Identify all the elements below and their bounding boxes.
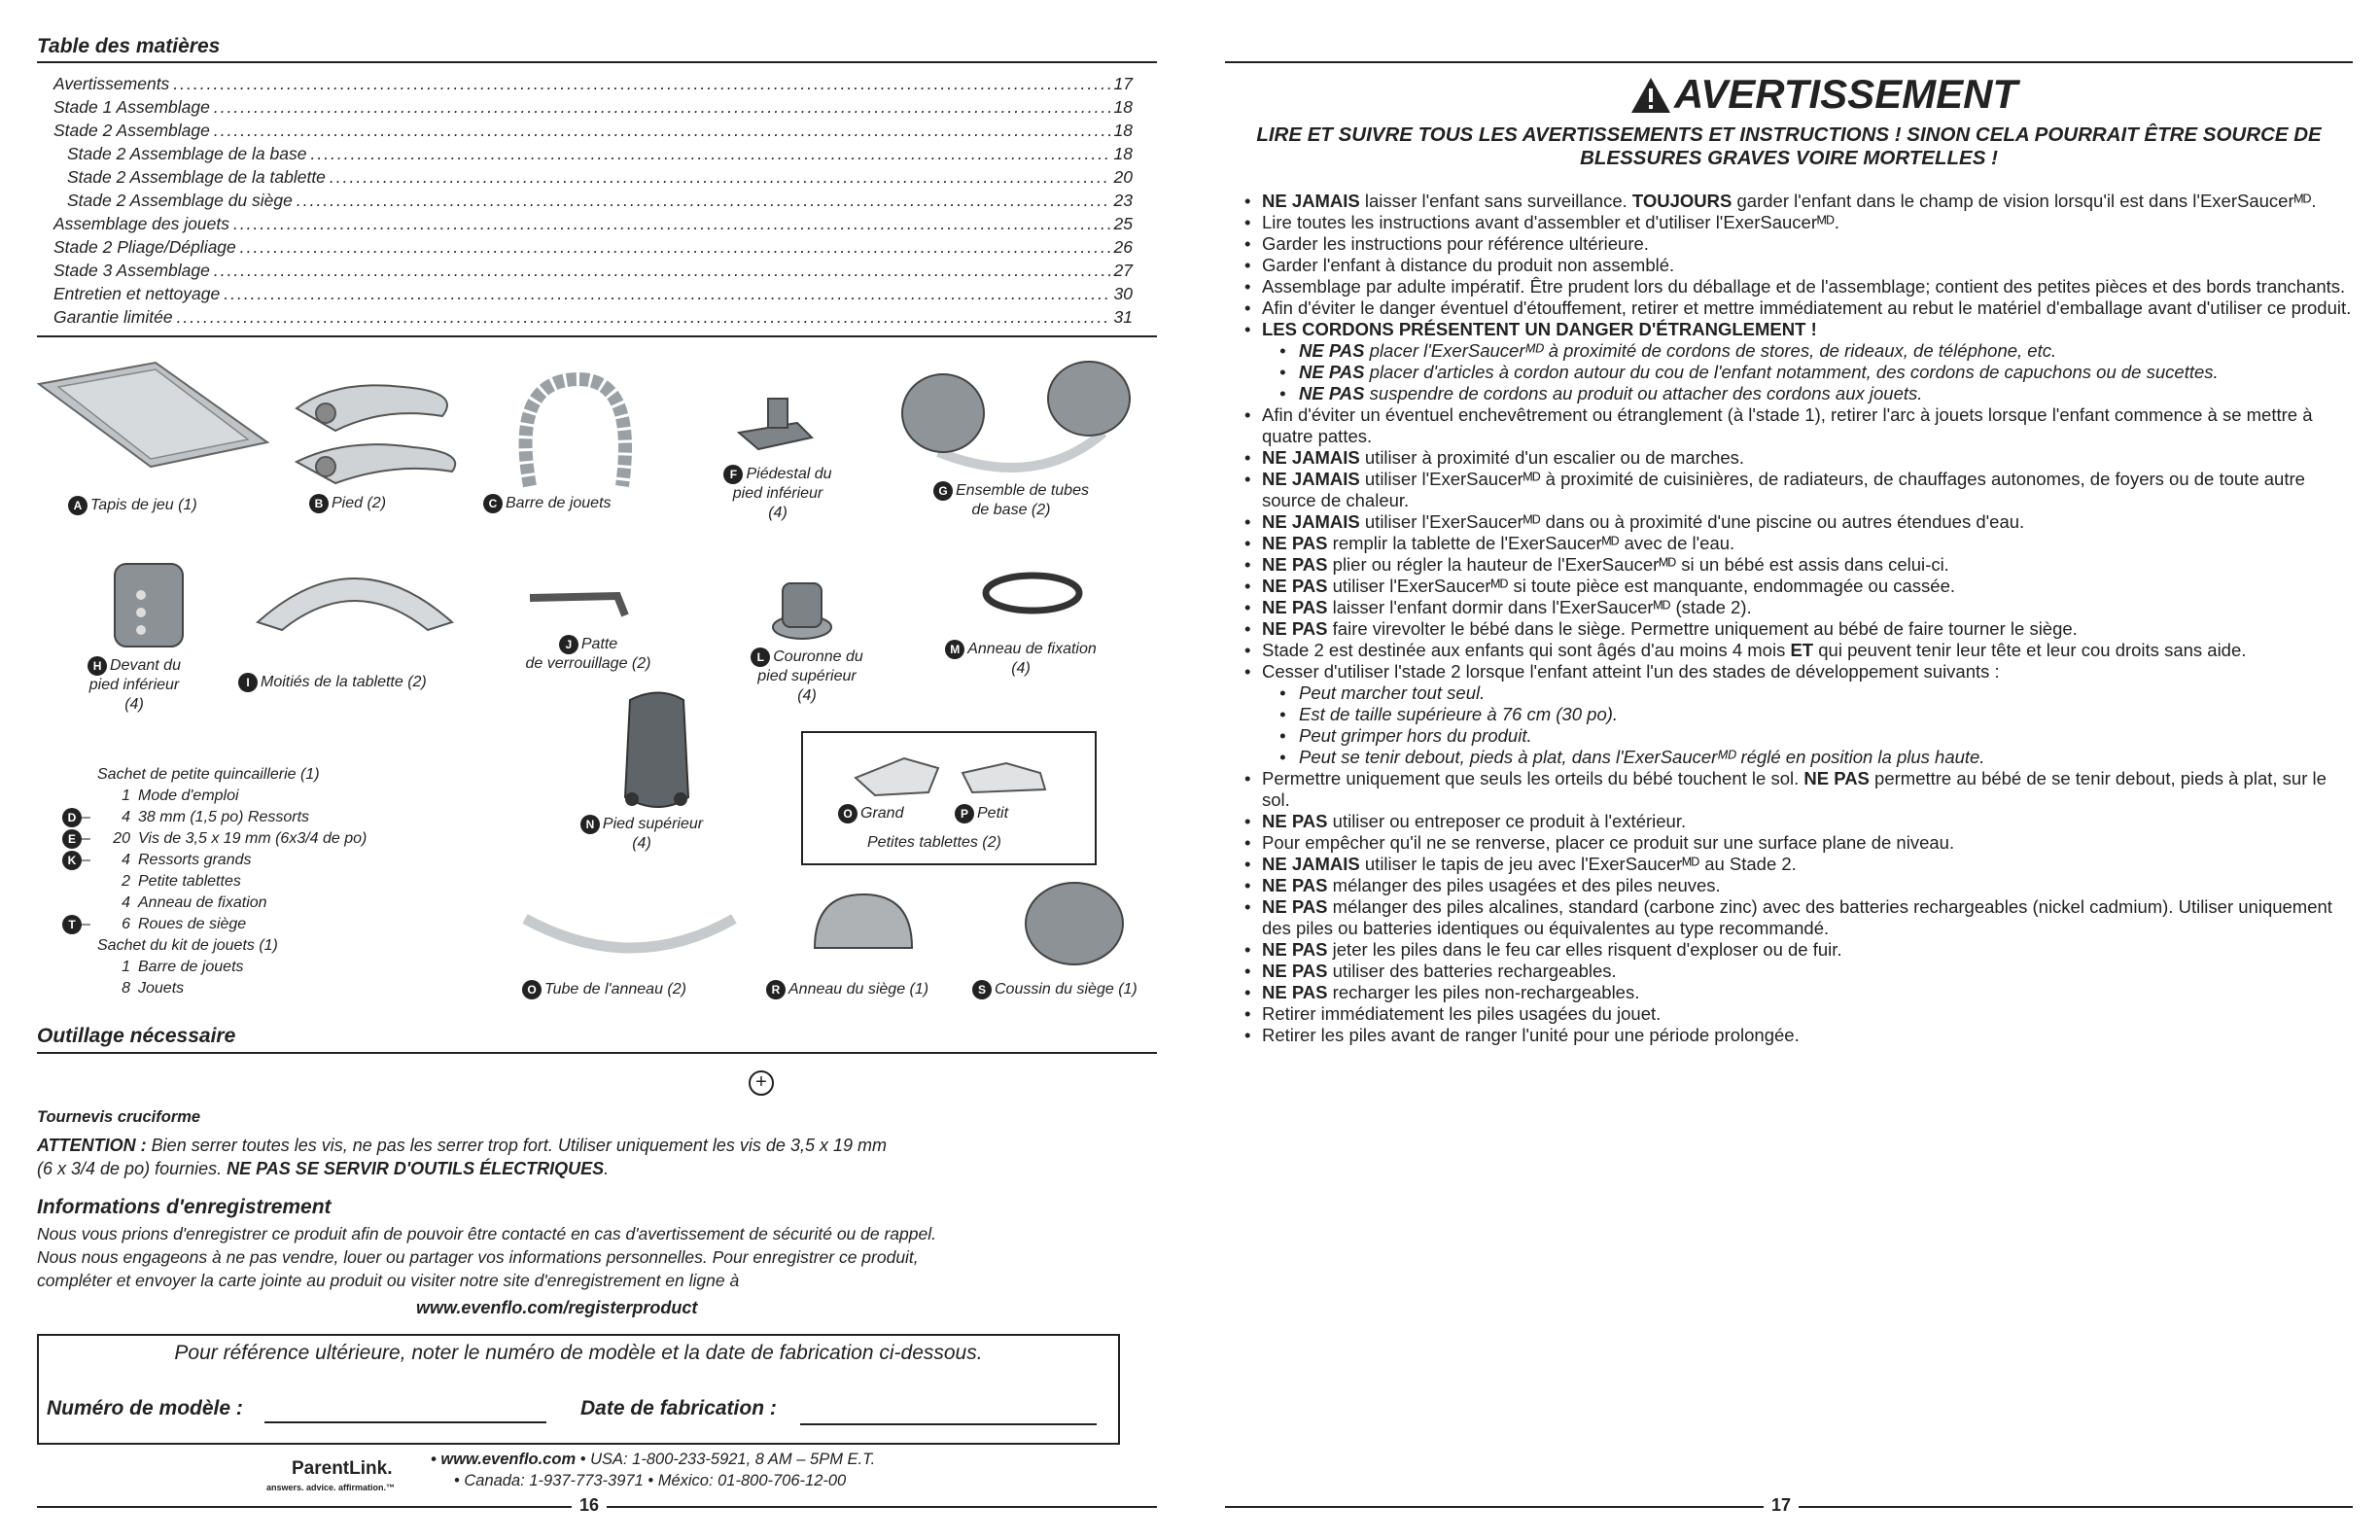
warning-item: • LES CORDONS PRÉSENTENT UN DANGER D'ÉTRANGLEMENT ! (1244, 319, 2353, 340)
reference-intro: Pour référence ultérieure, noter le numéro de modèle et la date de fabrication ci-dessous. (174, 1342, 983, 1364)
part-label-j: J Patte de verrouillage (2) (525, 636, 651, 673)
toc-entry-label: Entretien et nettoyage (53, 284, 221, 303)
upper-foot-crown-illustration (773, 583, 831, 639)
toc-leader (233, 212, 1110, 235)
lower-foot-front-illustration (115, 564, 183, 647)
warning-list (1244, 191, 2353, 1046)
toc-leader (297, 189, 1110, 212)
toc-entry-page: 30 (1113, 284, 1133, 303)
small-trays-label: Petites tablettes (2) (867, 834, 1001, 851)
hardware-item (97, 764, 367, 786)
warning-item: • Retirer immédiatement les piles usagées du jouet. (1244, 1003, 2353, 1025)
warning-item: • Retirer les piles avant de ranger l'unité pour une période prolongée. (1244, 1025, 2353, 1046)
footer-contact: • www.evenflo.com • USA: 1-800-233-5921, 8 AM – 5PM E.T. • Canada: 1-937-773-3971 • México: 01-800-706-12-00 (431, 1451, 876, 1489)
toc-leader (214, 259, 1110, 282)
toc-entry-label: Stade 2 Pliage/Dépliage (53, 237, 236, 257)
ring-tube-illustration (525, 919, 734, 948)
toc-entry-label: Avertissements (53, 74, 170, 93)
toc-entry-label: Stade 2 Assemblage de la base (67, 144, 307, 163)
toc-entry-page: 23 (1113, 191, 1133, 210)
hardware-qty: 6 (122, 916, 130, 932)
seat-ring-illustration (815, 894, 912, 948)
toc-entry-page: 26 (1113, 237, 1133, 257)
part-label-a: A Tapis de jeu (1) (68, 496, 197, 515)
part-label-b: B Pied (2) (309, 494, 386, 513)
plus-icon: + (749, 1070, 774, 1096)
table-of-contents (53, 72, 1133, 329)
attachment-ring-illustration (986, 576, 1079, 611)
warning-triangle-icon (1629, 76, 1672, 115)
model-number-label: Numéro de modèle : (47, 1397, 243, 1419)
toc-entry[interactable] (53, 165, 1133, 189)
toc-leader (214, 95, 1110, 119)
parentlink-tagline: answers. advice. affirmation.™ (266, 1483, 396, 1492)
part-label-o: O Grand (838, 804, 903, 823)
part-label-f: F Piédestal du pied inférieur (4) (700, 465, 856, 523)
part-label-n: N Pied supérieur (4) (564, 815, 719, 854)
warning-item: • NE JAMAIS laisser l'enfant sans surveillance. TOUJOURS garder l'enfant dans le champ de vision lorsqu'il est dans l'ExerSaucerᴹᴰ. (1244, 191, 2353, 212)
warning-item: • NE PAS plier ou régler la hauteur de l'ExerSaucerᴹᴰ si un bébé est assis dans celui-ci. (1244, 554, 2353, 576)
toc-entry[interactable] (53, 282, 1133, 305)
part-badge: T (62, 915, 82, 934)
warning-subtitle: LIRE ET SUIVRE TOUS LES AVERTISSEMENTS ET INSTRUCTIONS ! SINON CELA POURRAIT ÊTRE SOURCE DE BLESSURES GRAVES VOIRE MORTELLES ! (1256, 123, 2322, 169)
toc-entry-label: Stade 2 Assemblage de la tablette (67, 167, 326, 187)
warning-item: • NE JAMAIS utiliser l'ExerSaucerᴹᴰ à proximité de cuisinières, de radiateurs, de chauffages autonomes, de foyers ou de toute autre source de chaleur. (1244, 469, 2353, 511)
hardware-text: Barre de jouets (138, 959, 244, 975)
toc-leader (240, 235, 1110, 259)
page-number-left: 16 (572, 1495, 607, 1516)
toc-entry-page: 18 (1113, 97, 1133, 117)
toc-entry-label: Garantie limitée (53, 307, 173, 327)
hardware-item: K – 4 Ressorts grands (97, 850, 367, 871)
hardware-text: Vis de 3,5 x 19 mm (6x3/4 de po) (138, 830, 368, 847)
hardware-qty: 4 (122, 894, 130, 911)
tool-name: Tournevis cruciforme (37, 1108, 201, 1126)
warning-item: • Peut marcher tout seul. (1244, 682, 2353, 704)
part-label-p: P Petit (955, 804, 1008, 823)
toc-leader (224, 282, 1109, 305)
warning-item: • NE PAS mélanger des piles alcalines, standard (carbone zinc) avec des batteries rechargeables (nickel cadmium). Utiliser uniquement des piles ou batteries identiques ou équivalentes au type recommandé. (1244, 896, 2353, 939)
warning-item: • Est de taille supérieure à 76 cm (30 po). (1244, 704, 2353, 725)
model-number-field[interactable] (264, 1421, 546, 1423)
hardware-text: Anneau de fixation (138, 894, 267, 911)
warning-item: • Permettre uniquement que seuls les orteils du bébé touchent le sol. NE PAS permettre au bébé de se tenir debout, pieds à plat, sur le sol. (1244, 768, 2353, 811)
hardware-list (67, 764, 368, 999)
toc-entry[interactable] (53, 119, 1133, 142)
hardware-text: Petite tablettes (138, 873, 241, 890)
pedestal-illustration (739, 399, 812, 449)
toc-entry-page: 27 (1113, 261, 1133, 280)
divider (37, 335, 1157, 337)
parentlink-logo: ParentLink. (292, 1458, 393, 1479)
toc-entry-label: Stade 2 Assemblage (53, 121, 210, 140)
warning-item: • NE JAMAIS utiliser à proximité d'un escalier ou de marches. (1244, 447, 2353, 469)
toc-leader (214, 119, 1110, 142)
page-number-right: 17 (1764, 1495, 1799, 1516)
upper-foot-illustration (625, 693, 688, 808)
toy-bar-illustration (526, 379, 625, 486)
part-label-m: M Anneau de fixation (4) (933, 640, 1108, 679)
toc-entry-page: 31 (1113, 307, 1133, 327)
toc-entry[interactable] (53, 142, 1133, 165)
toc-entry[interactable] (53, 95, 1133, 119)
warning-item: • NE PAS remplir la tablette de l'ExerSaucerᴹᴰ avec de l'eau. (1244, 533, 2353, 554)
toc-leader (330, 165, 1110, 189)
toc-entry-label: Stade 3 Assemblage (53, 261, 210, 280)
toc-entry-page: 20 (1113, 167, 1133, 187)
hardware-qty: 8 (122, 980, 130, 997)
hardware-item: E – 20 Vis de 3,5 x 19 mm (6x3/4 de po) (97, 828, 367, 850)
divider (1225, 61, 2353, 63)
hardware-item (97, 935, 367, 957)
attention-text: ATTENTION : Bien serrer toutes les vis, ne pas les serrer trop fort. Utiliser uniquement les vis de 3,5 x 19 mm (6 x 3/4 de po) fournies. NE PAS SE SERVIR D'OUTILS ÉLECTRIQUES. (37, 1136, 887, 1178)
warning-item: • Lire toutes les instructions avant d'assembler et d'utiliser l'ExerSaucerᴹᴰ. (1244, 212, 2353, 233)
hardware-text: Jouets (138, 980, 185, 997)
part-badge: K (62, 851, 82, 870)
warning-item: • Garder l'enfant à distance du produit non assemblé. (1244, 255, 2353, 276)
hardware-item (97, 892, 367, 914)
part-label-l: L Couronne du pied supérieur (4) (724, 648, 890, 706)
warning-item: • Pour empêcher qu'il ne se renverse, placer ce produit sur une surface plane de niveau. (1244, 832, 2353, 854)
toc-entry[interactable] (53, 305, 1133, 329)
hardware-text: Mode d'emploi (138, 788, 239, 804)
warning-item: • NE PAS suspendre de cordons au produit ou attacher des cordons aux jouets. (1244, 383, 2353, 404)
tray-halves-illustration (258, 578, 452, 630)
part-label-s: S Coussin du siège (1) (972, 980, 1138, 999)
hardware-item: D – 4 38 mm (1,5 po) Ressorts (97, 807, 367, 828)
play-mat-illustration (39, 363, 267, 467)
warning-item: • NE PAS placer d'articles à cordon autour du cou de l'enfant notamment, des cordons de capuchons ou de sucettes. (1244, 362, 2353, 383)
hardware-item: T – 6 Roues de siège (97, 914, 367, 935)
toc-entry[interactable] (53, 259, 1133, 282)
feet-illustration (297, 385, 455, 483)
warning-item: • NE PAS utiliser l'ExerSaucerᴹᴰ si toute pièce est manquante, endommagée ou cassée. (1244, 576, 2353, 597)
hardware-heading: Sachet du kit de jouets (1) (97, 937, 278, 954)
registration-text: Nous vous prions d'enregistrer ce produit afin de pouvoir être contacté en cas d'avertissement de sécurité ou de rappel. Nous nous engageons à ne pas vendre, louer ou partager vos informations personnelles. Pour enregistrer ce produit, compléter et envoyer la carte jointe au produit ou visiter notre site d'enregistrement en ligne à (37, 1224, 936, 1290)
toc-leader (177, 305, 1110, 329)
warning-item: • Peut se tenir debout, pieds à plat, dans l'ExerSaucerᴹᴰ réglé en position la plus haute. (1244, 747, 2353, 768)
warning-item: • NE PAS utiliser ou entreposer ce produit à l'extérieur. (1244, 811, 2353, 832)
base-tubes-illustration (902, 362, 1130, 468)
manufacture-date-field[interactable] (800, 1423, 1097, 1425)
part-label-c: C Barre de jouets (483, 494, 612, 513)
toc-entry-page: 18 (1113, 144, 1133, 163)
divider (37, 61, 1157, 63)
warning-title: AVERTISSEMENT (1674, 71, 2018, 117)
toc-entry[interactable] (53, 72, 1133, 95)
toc-entry-label: Stade 1 Assemblage (53, 97, 210, 117)
hardware-qty: 4 (122, 809, 130, 825)
warning-item: • NE PAS laisser l'enfant dormir dans l'ExerSaucerᴹᴰ (stade 2). (1244, 597, 2353, 618)
warning-item: • Assemblage par adulte impératif. Être prudent lors du déballage et de l'assemblage; contient des petites pièces et des bords tranchants. (1244, 276, 2353, 298)
part-badge: D (62, 808, 82, 827)
warning-item: • Afin d'éviter un éventuel enchevêtrement ou étranglement (à l'stade 1), retirer l'arc à jouets lorsque l'enfant commence à se mettre à quatre pattes. (1244, 404, 2353, 447)
part-label-q: O Tube de l'anneau (2) (522, 980, 686, 999)
hardware-item (97, 957, 367, 978)
hardware-qty: 2 (122, 873, 130, 890)
hardware-qty: 1 (122, 788, 130, 804)
warning-item: • Peut grimper hors du produit. (1244, 725, 2353, 747)
toc-leader (310, 142, 1109, 165)
warning-item: • NE JAMAIS utiliser l'ExerSaucerᴹᴰ dans ou à proximité d'une piscine ou autres étendues d'eau. (1244, 511, 2353, 533)
toc-entry-label: Stade 2 Assemblage du siège (67, 191, 293, 210)
locking-tab-illustration (530, 596, 625, 615)
divider (37, 1052, 1157, 1054)
toc-entry[interactable] (53, 189, 1133, 212)
toc-title: Table des matières (37, 35, 221, 57)
part-label-g: G Ensemble de tubes de base (2) (914, 481, 1108, 520)
warning-item: • NE PAS faire virevolter le bébé dans le siège. Permettre uniquement au bébé de faire tourner le siège. (1244, 618, 2353, 640)
hardware-qty: 20 (113, 830, 130, 847)
warning-item: • Afin d'éviter le danger éventuel d'étouffement, retirer et mettre immédiatement au rebut le matériel d'emballage avant d'utiliser ce produit. (1244, 298, 2353, 319)
registration-title: Informations d'enregistrement (37, 1196, 332, 1218)
hardware-qty: 4 (122, 852, 130, 868)
toc-leader (173, 72, 1109, 95)
part-label-r: R Anneau du siège (1) (766, 980, 928, 999)
registration-url[interactable]: www.evenflo.com/registerproduct (416, 1298, 698, 1317)
toc-entry-page: 18 (1113, 121, 1133, 140)
toc-entry-label: Assemblage des jouets (53, 214, 229, 233)
part-label-h: H Devant du pied inférieur (4) (88, 657, 181, 714)
warning-item: • NE PAS utiliser des batteries rechargeables. (1244, 961, 2353, 982)
part-badge: E (62, 829, 82, 849)
hardware-item (97, 786, 367, 807)
warning-item: • Cesser d'utiliser l'stade 2 lorsque l'enfant atteint l'un des stades de développement suivants : (1244, 661, 2353, 682)
hardware-qty: 1 (122, 959, 130, 975)
hardware-text: Roues de siège (138, 916, 247, 932)
warning-item: • NE PAS jeter les piles dans le feu car elles risquent d'exploser ou de fuir. (1244, 939, 2353, 961)
hardware-item (97, 978, 367, 999)
hardware-item (97, 871, 367, 892)
warning-item: • NE PAS placer l'ExerSaucerᴹᴰ à proximité de cordons de stores, de rideaux, de téléphone, etc. (1244, 340, 2353, 362)
tools-title: Outillage nécessaire (37, 1025, 236, 1047)
warning-item: • NE JAMAIS utiliser le tapis de jeu avec l'ExerSaucerᴹᴰ au Stade 2. (1244, 854, 2353, 875)
manufacture-date-label: Date de fabrication : (580, 1397, 777, 1419)
warning-item: • NE PAS mélanger des piles usagées et des piles neuves. (1244, 875, 2353, 896)
seat-pad-illustration (1026, 883, 1123, 964)
hardware-text: Ressorts grands (138, 852, 252, 868)
part-label-i: I Moitiés de la tablette (2) (238, 673, 427, 692)
warning-item: • Garder les instructions pour référence ultérieure. (1244, 233, 2353, 255)
warning-item: • NE PAS recharger les piles non-rechargeables. (1244, 982, 2353, 1003)
toc-entry-page: 25 (1113, 214, 1133, 233)
toc-entry-page: 17 (1113, 74, 1133, 93)
warning-item: • Stade 2 est destinée aux enfants qui sont âgés d'au moins 4 mois ET qui peuvent tenir leur tête et leur cou droits sans aide. (1244, 640, 2353, 661)
hardware-text: 38 mm (1,5 po) Ressorts (138, 809, 310, 825)
toc-entry[interactable] (53, 235, 1133, 259)
toc-entry[interactable] (53, 212, 1133, 235)
hardware-heading: Sachet de petite quincaillerie (1) (97, 766, 320, 783)
